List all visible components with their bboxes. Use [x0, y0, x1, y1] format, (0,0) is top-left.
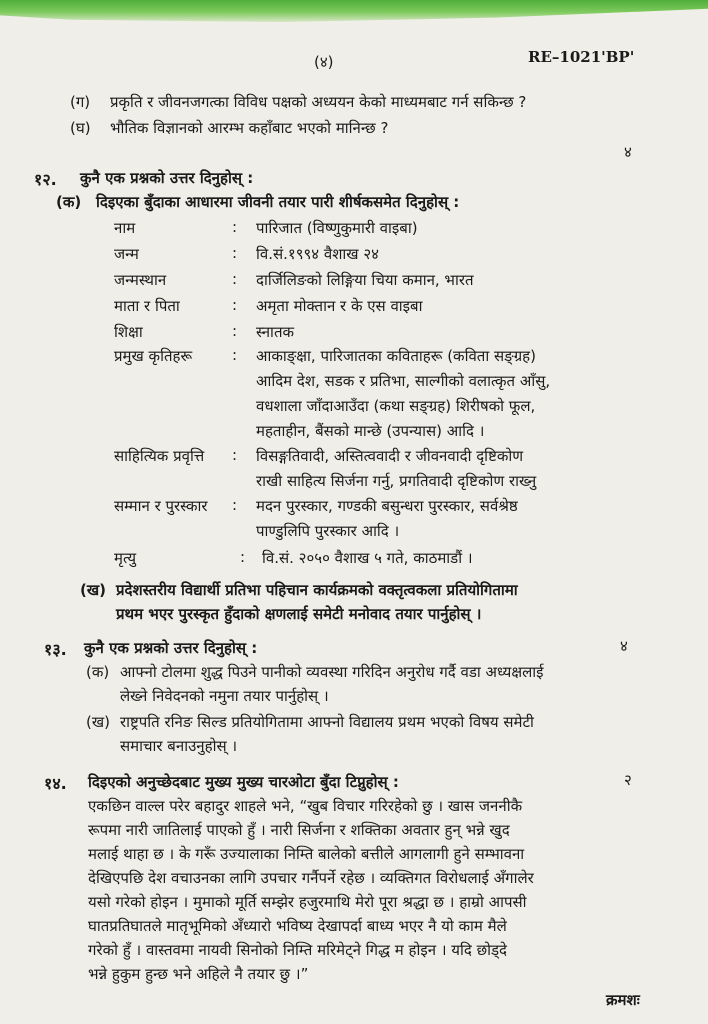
bio-colon: : [232, 346, 238, 364]
bio-colon: : [232, 218, 238, 236]
bio-colon: : [232, 244, 238, 262]
q12-kha-line1: प्रदेशस्तरीय विद्यार्थी प्रतिभा पहिचान कार्यक्रमको वक्तृत्वकला प्रतियोगितामा [116, 581, 518, 599]
bio-value-tendency-line2: राखी साहित्य सिर्जना गर्नु, प्रगतिवादी दृष्टिकोण राख्नु [256, 472, 537, 490]
q14-marks: २ [624, 771, 632, 789]
bio-label-awards: सम्मान र पुरस्कार [114, 497, 208, 515]
bio-colon: : [232, 322, 238, 340]
bio-colon: : [240, 548, 246, 566]
q11-ga-marker: (ग) [70, 93, 91, 111]
q12-kha-line2: प्रथम भएर पुरस्कृत हुँदाको क्षणलाई समेटी मनोवाद तयार पार्नुहोस् । [116, 605, 482, 623]
bio-label-works: प्रमुख कृतिहरू [114, 347, 193, 365]
bio-value-awards-line1: मदन पुरस्कार, गण्डकी बसुन्धरा पुरस्कार, सर्वश्रेष्ठ [256, 497, 518, 515]
q13-kha-marker: (ख) [86, 713, 110, 731]
q14-passage-line: देखिएपछि देश वचाउनका लागि उपचार गर्नैपर्ने रहेछ । व्यक्तिगत विरोधलाई अँगालेर [88, 869, 534, 887]
q13-ka-line2: लेख्ने निवेदनको नमुना तयार पार्नुहोस् । [120, 687, 329, 705]
bio-label-name: नाम [114, 219, 136, 237]
bio-value-works-line2: आदिम देश, सडक र प्रतिभा, साल्गीको वलात्कृत आँसु, [256, 372, 551, 390]
q13-ka-marker: (क) [86, 663, 110, 681]
q13-number: १३. [44, 640, 67, 659]
q13-kha-line1: राष्ट्रपति रनिङ सिल्ड प्रतियोगितामा आफ्नो विद्यालय प्रथम भएको विषय समेटी [120, 713, 534, 731]
bio-label-birthplace: जन्मस्थान [114, 271, 167, 289]
bio-value-name: पारिजात (विष्णुकुमारी वाइबा) [256, 219, 418, 237]
q12-ka-marker: (क) [56, 193, 82, 211]
q13-title: कुनै एक प्रश्नको उत्तर दिनुहोस् : [84, 639, 258, 657]
q13-kha-line2: समाचार बनाउनुहोस् । [120, 737, 238, 755]
q14-passage-line: रूपमा नारी जातिलाई पाएको हुँ । नारी सिर्जना र शक्तिका अवतार हुन् भन्ने खुद [88, 821, 510, 839]
q12-number: १२. [34, 170, 57, 189]
q14-passage-line: एकछिन वाल्ल परेर बहादुर शाहले भने, “खुब विचार गरिरहेको छु । खास जननीकै [88, 797, 523, 815]
q12-ka-title: दिइएका बुँदाका आधारमा जीवनी तयार पारी शीर्षकसमेत दिनुहोस् : [96, 193, 460, 211]
q14-passage-line: घातप्रतिघातले मातृभूमिको अँध्यारो भविष्य देखापर्दा बाध्य भएर नै यो काम मैले [88, 917, 507, 935]
bio-value-works-line3: वधशाला जाँदाआउँदा (कथा सङ्ग्रह) शिरीषको फूल, [256, 397, 536, 415]
bio-value-works-line4: महताहीन, बैंसको मान्छे (उपन्यास) आदि । [256, 422, 485, 440]
exam-code: RE–1021'BP' [528, 48, 635, 66]
q11-gha-text: भौतिक विज्ञानको आरम्भ कहाँबाट भएको मानिन्छ ? [110, 119, 389, 137]
bio-value-parents: अमृता मोक्तान र के एस वाइबा [256, 297, 423, 315]
q12-kha-marker: (ख) [80, 581, 106, 599]
q11-gha-marker: (घ) [70, 119, 91, 137]
bio-label-education: शिक्षा [114, 323, 143, 341]
bio-value-birth: वि.सं.१९९४ वैशाख २४ [256, 245, 379, 263]
bio-label-parents: माता र पिता [114, 297, 180, 315]
bio-value-awards-line2: पाण्डुलिपि पुरस्कार आदि । [256, 522, 400, 540]
bio-label-tendency: साहित्यिक प्रवृत्ति [114, 447, 205, 465]
bio-label-death: मृत्यु [114, 549, 137, 567]
bio-value-works-line1: आकाङ्क्षा, पारिजातका कविताहरू (कविता सङ्ग्रह) [256, 347, 536, 365]
q13-ka-line1: आफ्नो टोलमा शुद्ध पिउने पानीको व्यवस्था गरिदिन अनुरोध गर्दै वडा अध्यक्षलाई [120, 663, 544, 681]
bio-value-birthplace: दार्जिलिङको लिङ्गिया चिया कमान, भारत [256, 271, 474, 289]
q14-number: १४. [44, 774, 67, 793]
bio-value-death: वि.सं. २०५० वैशाख ५ गते, काठमाडौं । [262, 549, 473, 567]
q11-ga-text: प्रकृति र जीवनजगत्का विविध पक्षको अध्ययन केको माध्यमबाट गर्न सकिन्छ ? [110, 93, 527, 111]
bio-colon: : [232, 296, 238, 314]
page-number: (४) [314, 53, 334, 71]
bio-value-tendency-line1: विसङ्गतिवादी, अस्तित्ववादी र जीवनवादी दृष्टिकोण [256, 447, 524, 465]
bio-colon: : [232, 270, 238, 288]
q14-passage-line: मलाई थाहा छ । के गरूँ उज्यालाका निम्ति बालेको बत्तीले आगलागी हुने सम्भावना [88, 845, 525, 863]
q12-title: कुनै एक प्रश्नको उत्तर दिनुहोस् : [80, 169, 254, 187]
q14-title: दिइएको अनुच्छेदबाट मुख्य मुख्य चारओटा बुँदा टिप्नुहोस् : [88, 773, 399, 791]
q14-passage-line: यसो गरेको होइन । मुमाको मूर्ति सम्झेर हजुरमाथि मेरो पूरा श्रद्धा छ । हाम्रो आपसी [88, 893, 527, 911]
q14-passage-line: भन्ने हुकुम हुन्छ भने अहिले नै तयार छु ।” [88, 965, 309, 983]
green-header-strip [0, 0, 708, 22]
bio-colon: : [232, 496, 238, 514]
bio-colon: : [232, 446, 238, 464]
bio-label-birth: जन्म [114, 245, 139, 263]
q13-marks: ४ [620, 637, 628, 655]
continued-label: क्रमशः [606, 991, 640, 1009]
q14-passage-line: गरेको हुँ । वास्तवमा नायवी सिनोको निम्ति मरिमेट्ने गिद्ध म होइन । यदि छोड्दे [88, 941, 508, 959]
q11-marks: ४ [624, 143, 632, 161]
bio-value-education: स्नातक [256, 323, 295, 341]
